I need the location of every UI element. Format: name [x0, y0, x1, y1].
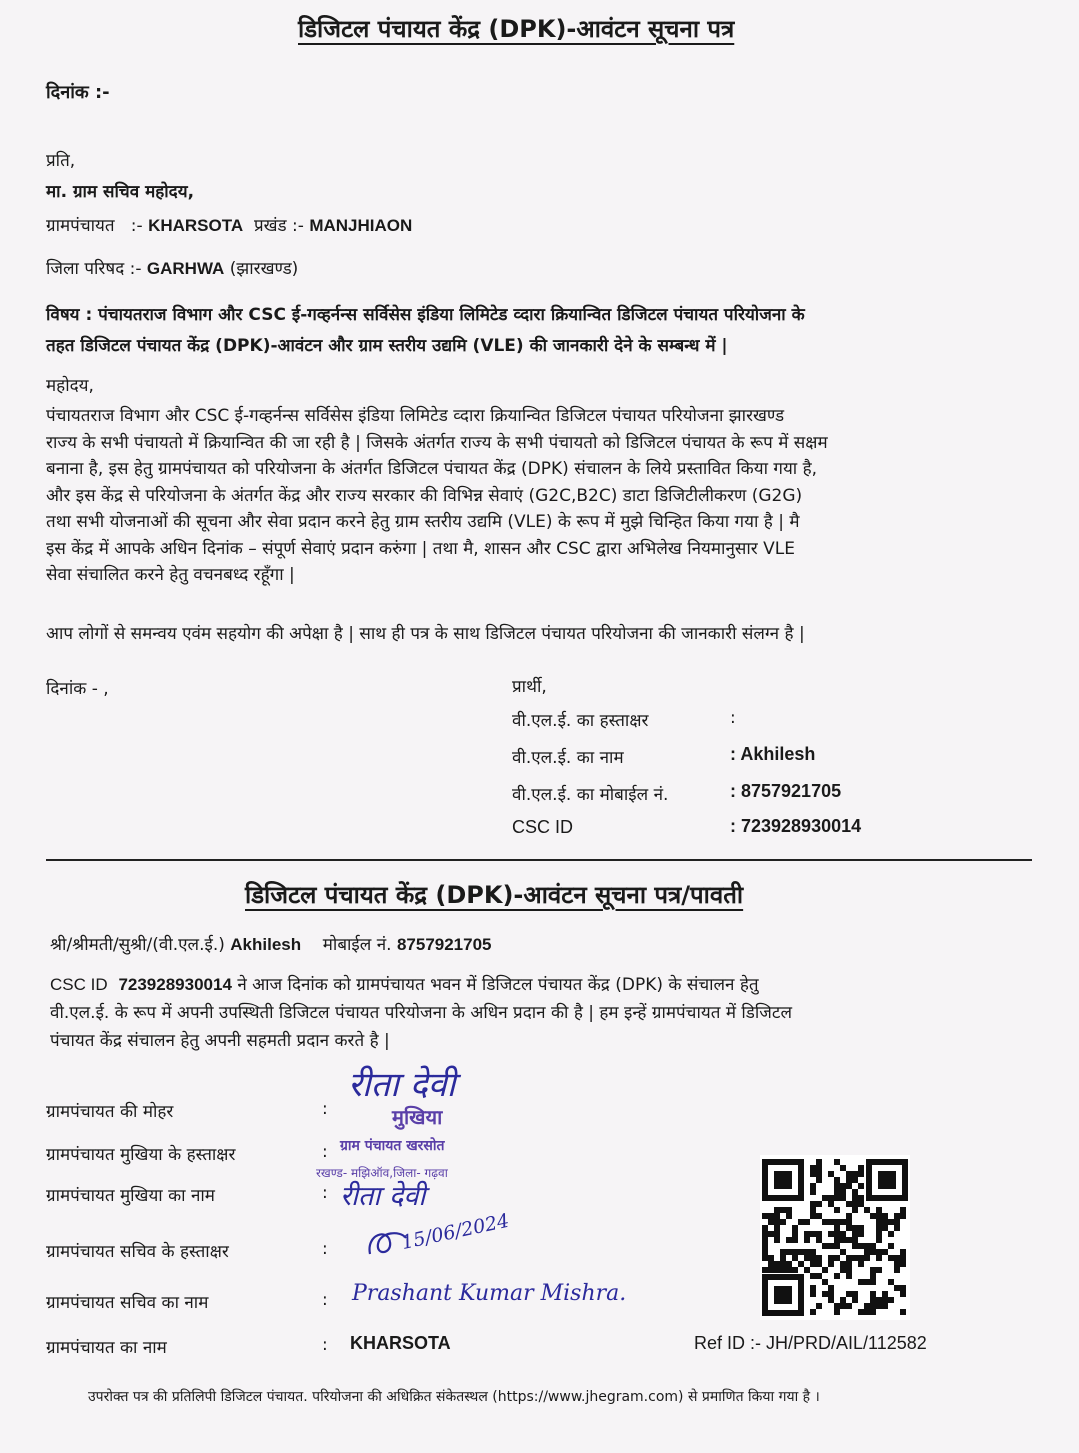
qr-code	[760, 1155, 910, 1320]
gram-panchayat-line	[46, 213, 412, 236]
date-label: दिनांक :-	[46, 82, 110, 103]
sachiv-name-colon: :	[322, 1290, 328, 1310]
date2-label: दिनांक - ,	[46, 679, 109, 699]
block-value: MANJHIAON	[309, 216, 413, 235]
addressee: मा. ग्राम सचिव महोदय,	[46, 182, 195, 202]
receipt-title: डिजिटल पंचायत केंद्र (DPK)-आवंटन सूचना पत्र/पावती	[245, 881, 744, 909]
receipt-line: वी.एल.ई. के रूप में अपनी उपस्थिती डिजिटल पंचायत परियोजना के अधिन प्रदान की है | हम इन्हें ग्रामपंचायत में डिजिटल	[50, 1003, 792, 1023]
gp-seal-colon: :	[322, 1099, 328, 1119]
body-paragraph	[46, 403, 1046, 589]
receipt-line: पंचायत केंद्र संचालन हेतु अपनी सहमती प्रदान करते है |	[50, 1031, 390, 1051]
mukhiya-stamp-word: मुखिया	[392, 1105, 443, 1129]
vle-mobile-label: वी.एल.ई. का मोबाईल नं.	[512, 785, 669, 805]
stamp-line: रखण्ड- मझिऑव,जिला- गढ़वा	[316, 1166, 448, 1180]
mukhiya-sign-label: ग्रामपंचायत मुखिया के हस्ताक्षर	[46, 1145, 236, 1165]
body-line: और इस केंद्र से परियोजना के अंतर्गत केंद्र और राज्य सरकार की विभिन्न सेवाएं (G2C,B2C) डाटा डिजिटीलीकरण (G2G)	[46, 485, 803, 506]
state-label: (झारखण्ड)	[229, 259, 299, 279]
receipt-line	[50, 971, 792, 999]
vle-name-label: वी.एल.ई. का नाम	[512, 748, 624, 768]
vle-name-value: : Akhilesh	[730, 744, 816, 764]
district-value: GARHWA	[146, 259, 225, 278]
body-line: पंचायतराज विभाग और CSC ई-गव्हर्नन्स सर्विसेस इंडिया लिमिटेड व्दारा क्रियान्वित डिजिटल पंचायत परियोजना झारखण्ड	[46, 406, 785, 426]
receipt-csc-label: CSC ID	[50, 975, 108, 994]
subject-line: विषय : पंचायतराज विभाग और CSC ई-गव्हर्नन्स सर्विसेस इंडिया लिमिटेड व्दारा क्रियान्वित डिजिटल पंचायत परियोजना के	[46, 305, 805, 325]
mukhiya-sign-colon: :	[322, 1142, 328, 1162]
footnote: उपरोक्त पत्र की प्रतिलिपी डिजिटल पंचायत. परियोजना की अधिक्रित संकेतस्थल (https://www.jhegram.com) से प्रमाणित किया गया है ।	[88, 1389, 820, 1405]
body-line: बनाना है, इस हेतु ग्रामपंचायत को परियोजना के अंतर्गत डिजिटल पंचायत केंद्र (DPK) संचालन के लिये प्रस्तावित किया गया है,	[46, 459, 818, 479]
gp-sep: :-	[130, 216, 143, 236]
subject-line: तहत डिजिटल पंचायत केंद्र (DPK)-आवंटन और ग्राम स्तरीय उद्यमि (VLE) की जानकारी देने के सम्बन्ध में |	[46, 336, 728, 356]
district-label: जिला परिषद :-	[46, 259, 142, 279]
gp-name-label: ग्रामपंचायत का नाम	[46, 1338, 167, 1358]
receipt-vle-line	[50, 932, 492, 955]
subject-block	[46, 300, 1046, 362]
sachiv-name-label: ग्रामपंचायत सचिव का नाम	[46, 1293, 209, 1313]
closing-line: आप लोगों से समन्वय एवंम सहयोग की अपेक्षा है | साथ ही पत्र के साथ डिजिटल पंचायत परियोजना की जानकारी संलग्न है |	[46, 624, 805, 644]
letter-title: डिजिटल पंचायत केंद्र (DPK)-आवंटन सूचना पत्र	[298, 15, 735, 43]
receipt-vle-name: Akhilesh	[230, 935, 302, 954]
receipt-mobile-value: 8757921705	[396, 935, 492, 954]
gp-name-value: KHARSOTA	[350, 1333, 451, 1353]
receipt-line1-text: ने आज दिनांक को ग्रामपंचायत भवन में डिजिटल पंचायत केंद्र (DPK) के संचालन हेतु	[237, 975, 759, 995]
body-line: इस केंद्र में आपके अधिन दिनांक – संपूर्ण सेवाएं प्रदान करुंगा | तथा मै, शासन और CSC द्वारा अभिलेख नियमानुसार VLE	[46, 538, 795, 559]
vle-sign-value: :	[730, 708, 736, 728]
mukhiya-signature: रीता देवी	[348, 1065, 456, 1105]
salutation: महोदय,	[46, 376, 94, 396]
prati-label: प्रति,	[46, 151, 76, 171]
block-label: प्रखंड :-	[253, 216, 304, 236]
gp-name-colon: :	[322, 1335, 328, 1355]
gp-label: ग्रामपंचायत	[46, 216, 115, 236]
vle-sign-label: वी.एल.ई. का हस्ताक्षर	[512, 711, 649, 731]
gp-seal-label: ग्रामपंचायत की मोहर	[46, 1102, 174, 1122]
csc-id-label: CSC ID	[512, 817, 574, 837]
sachiv-date: 15/06/2024	[399, 1209, 512, 1254]
body-line: राज्य के सभी पंचायतो में क्रियान्वित की जा रही है | जिसके अंतर्गत राज्य के सभी पंचायतो को डिजिटल पंचायत के रूप में सक्षम	[46, 432, 828, 453]
csc-id-value: : 723928930014	[730, 816, 862, 836]
body-line: तथा सभी योजनाओं की सूचना और सेवा प्रदान करने हेतु ग्राम स्तरीय उद्यमि (VLE) के रूप में मुझे चिन्हित किया गया है | मै	[46, 512, 800, 532]
mukhiya-name-colon: :	[322, 1183, 328, 1203]
mukhiya-name-label: ग्रामपंचायत मुखिया का नाम	[46, 1186, 215, 1206]
sachiv-sign-label: ग्रामपंचायत सचिव के हस्ताक्षर	[46, 1242, 229, 1262]
receipt-mobile-label: मोबाईल नं.	[322, 935, 392, 955]
body-line: सेवा संचालित करने हेतु वचनबध्द रहूँगा |	[46, 565, 295, 585]
sachiv-handwritten-name: Prashant Kumar Mishra.	[352, 1281, 627, 1306]
sachiv-sign-colon: :	[322, 1239, 328, 1259]
stamp-line: ग्राम पंचायत खरसोत	[340, 1138, 445, 1154]
gp-value: KHARSOTA	[148, 216, 244, 235]
applicant-heading: प्रार्थी,	[512, 677, 547, 697]
receipt-csc-value: 723928930014	[118, 975, 232, 994]
vle-mobile-value: : 8757921705	[730, 781, 842, 801]
district-line	[46, 256, 298, 279]
vle-prefix: श्री/श्रीमती/सुश्री/(वी.एल.ई.)	[50, 935, 225, 955]
receipt-body	[50, 971, 792, 1055]
ref-id: Ref ID :- JH/PRD/AIL/112582	[694, 1333, 927, 1353]
mukhiya-handwritten-name: रीता देवी	[340, 1181, 426, 1212]
section-divider	[46, 859, 1032, 861]
